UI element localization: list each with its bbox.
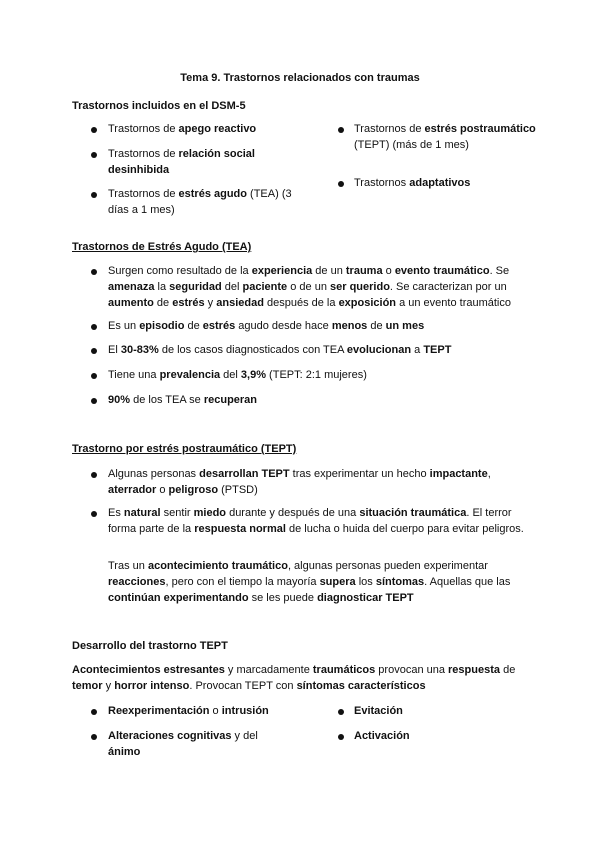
- section-heading-tea: Trastornos de Estrés Agudo (TEA): [72, 241, 252, 253]
- text-run: . Se: [489, 265, 510, 277]
- bold-text: situación traumática: [359, 507, 467, 519]
- text-run: (TEPT: 2:1 mujeres): [266, 369, 367, 381]
- bullet-icon: [91, 373, 97, 379]
- bullet-icon: [91, 709, 97, 715]
- bold-text: ser querido: [330, 281, 390, 293]
- bold-text: Activación: [354, 730, 410, 742]
- bold-text: 30-83%: [120, 344, 159, 356]
- bullet-icon: [91, 398, 97, 404]
- list-item: [354, 703, 534, 719]
- bold-text: respuesta normal: [194, 523, 286, 535]
- text-run: , pero con el tiempo la mayoría: [165, 576, 320, 588]
- bullet-icon: [91, 472, 97, 478]
- bold-text: experiencia: [251, 265, 313, 277]
- text-run: Trastornos: [354, 177, 410, 189]
- bold-text: horror intenso: [114, 680, 190, 692]
- text-run: , algunas personas pueden experimentar: [287, 560, 488, 572]
- section-heading-dsm5: Trastornos incluidos en el DSM-5: [72, 100, 246, 112]
- text-run: Tiene una: [108, 369, 160, 381]
- bold-text: 3,9%: [240, 369, 266, 381]
- bold-text: trauma: [345, 265, 383, 277]
- text-run: Es: [108, 507, 124, 519]
- bold-text: síntomas: [375, 576, 425, 588]
- bold-text: ánimo: [108, 746, 141, 758]
- text-run: agudo desde hace: [235, 320, 332, 332]
- text-run: a: [411, 344, 424, 356]
- bullet-icon: [91, 152, 97, 158]
- list-item: [108, 318, 528, 334]
- text-run: de: [367, 320, 386, 332]
- text-run: Es un: [108, 320, 140, 332]
- bold-text: natural: [123, 507, 161, 519]
- bold-text: TEPT: [423, 344, 452, 356]
- bullet-icon: [91, 734, 97, 740]
- text-run: (TEPT) (más de 1 mes): [354, 139, 469, 151]
- bullet-icon: [338, 127, 344, 133]
- bold-text: estrés: [172, 297, 205, 309]
- bold-text: miedo: [193, 507, 227, 519]
- bold-text: supera: [319, 576, 356, 588]
- text-run: de un: [312, 265, 346, 277]
- bold-text: continúan experimentando: [108, 592, 249, 604]
- bold-text: respuesta: [448, 664, 501, 676]
- text-run: de: [500, 664, 516, 676]
- bold-text: seguridad: [169, 281, 222, 293]
- text-run: la: [154, 281, 170, 293]
- bold-text: episodio: [139, 320, 185, 332]
- list-item: [108, 703, 318, 719]
- bold-text: un mes: [385, 320, 425, 332]
- text-run: . El terror forma parte de la: [108, 507, 512, 535]
- text-run: y: [102, 680, 115, 692]
- list-item: [108, 342, 528, 358]
- bullet-icon: [338, 709, 344, 715]
- bold-text: exposición: [338, 297, 397, 309]
- list-item: [354, 728, 534, 744]
- bold-text: Evitación: [354, 705, 403, 717]
- bold-text: estrés postraumático: [424, 123, 536, 135]
- text-run: se les puede: [248, 592, 318, 604]
- text-run: durante y después de una: [226, 507, 360, 519]
- list-item: [108, 728, 278, 760]
- text-run: . Provocan TEPT con: [189, 680, 297, 692]
- text-run: después de la: [263, 297, 339, 309]
- bold-text: paciente: [242, 281, 288, 293]
- list-item: [108, 146, 298, 178]
- text-run: y del: [231, 730, 258, 742]
- bold-text: adaptativos: [409, 177, 471, 189]
- bullet-icon: [91, 324, 97, 330]
- text-run: o: [156, 484, 169, 496]
- bullet-icon: [91, 269, 97, 275]
- bold-text: temor: [72, 680, 103, 692]
- bullet-icon: [91, 348, 97, 354]
- bold-text: acontecimiento traumático: [147, 560, 288, 572]
- text-run: o: [209, 705, 222, 717]
- bold-text: intrusión: [221, 705, 269, 717]
- list-item: [354, 121, 554, 153]
- text-run: de lucha o huida del cuerpo para evitar peligros.: [285, 523, 524, 535]
- text-run: y: [204, 297, 217, 309]
- text-run: . Se caracterizan por un: [389, 281, 507, 293]
- text-run: Trastornos de: [108, 123, 179, 135]
- text-run: a un evento traumático: [396, 297, 511, 309]
- text-run: provocan una: [375, 664, 449, 676]
- text-run: (PTSD): [218, 484, 258, 496]
- text-run: del: [220, 369, 241, 381]
- text-run: y marcadamente: [224, 664, 313, 676]
- bold-text: desarrollan TEPT: [199, 468, 290, 480]
- bold-text: recuperan: [203, 394, 258, 406]
- bold-text: apego reactivo: [178, 123, 257, 135]
- text-run: o de un: [287, 281, 331, 293]
- bold-text: evento traumático: [394, 265, 490, 277]
- text-run: Trastornos de: [108, 188, 179, 200]
- list-item: [108, 121, 308, 137]
- text-run: de los TEA se: [130, 394, 204, 406]
- text-run: Trastornos de: [108, 148, 179, 160]
- text-run: tras experimentar un hecho: [289, 468, 430, 480]
- bold-text: prevalencia: [159, 369, 221, 381]
- bold-text: estrés: [202, 320, 236, 332]
- text-run: Surgen como resultado de la: [108, 265, 252, 277]
- bold-text: 90%: [108, 394, 131, 406]
- section-heading-tept: Trastorno por estrés postraumático (TEPT): [72, 443, 297, 455]
- paragraph: [72, 662, 532, 694]
- text-run: de: [184, 320, 203, 332]
- bold-text: Acontecimientos estresantes: [72, 664, 225, 676]
- text-run: sentir: [160, 507, 194, 519]
- text-run: los: [355, 576, 376, 588]
- bold-text: impactante: [429, 468, 488, 480]
- list-item: [108, 367, 528, 383]
- list-item: [108, 392, 528, 408]
- bold-text: estrés agudo: [178, 188, 247, 200]
- bullet-icon: [91, 127, 97, 133]
- bullet-icon: [338, 734, 344, 740]
- text-run: Tras un: [108, 560, 148, 572]
- bold-text: diagnosticar TEPT: [317, 592, 414, 604]
- text-run: de: [153, 297, 173, 309]
- bold-text: relación social desinhibida: [108, 148, 255, 176]
- list-item: [108, 505, 528, 537]
- bold-text: menos: [331, 320, 368, 332]
- text-run: ,: [487, 468, 491, 480]
- paragraph: [108, 558, 528, 606]
- text-run: o: [382, 265, 395, 277]
- bold-text: Alteraciones cognitivas: [108, 730, 232, 742]
- bold-text: reacciones: [108, 576, 166, 588]
- bold-text: Reexperimentación: [108, 705, 210, 717]
- text-run: Trastornos de: [354, 123, 425, 135]
- bold-text: peligroso: [168, 484, 219, 496]
- list-item: [354, 175, 554, 191]
- bold-text: síntomas característicos: [296, 680, 426, 692]
- text-run: de los casos diagnosticados con TEA: [158, 344, 347, 356]
- bullet-icon: [91, 192, 97, 198]
- bold-text: ansiedad: [216, 297, 264, 309]
- text-run: del: [221, 281, 243, 293]
- bullet-icon: [338, 181, 344, 187]
- text-run: . Aquellas que las: [424, 576, 511, 588]
- bold-text: traumáticos: [312, 664, 376, 676]
- section-heading-desarrollo: Desarrollo del trastorno TEPT: [72, 640, 228, 652]
- bullet-icon: [91, 511, 97, 517]
- bold-text: evolucionan: [346, 344, 412, 356]
- page-title: Tema 9. Trastornos relacionados con traumas: [180, 72, 420, 84]
- bold-text: aumento: [108, 297, 154, 309]
- list-item: [108, 263, 528, 311]
- bold-text: aterrador: [108, 484, 157, 496]
- text-run: El: [108, 344, 121, 356]
- list-item: [108, 466, 528, 498]
- text-run: Algunas personas: [108, 468, 200, 480]
- bold-text: amenaza: [108, 281, 155, 293]
- text-run: (TEA) (3 días a 1 mes): [108, 188, 292, 216]
- list-item: [108, 186, 298, 218]
